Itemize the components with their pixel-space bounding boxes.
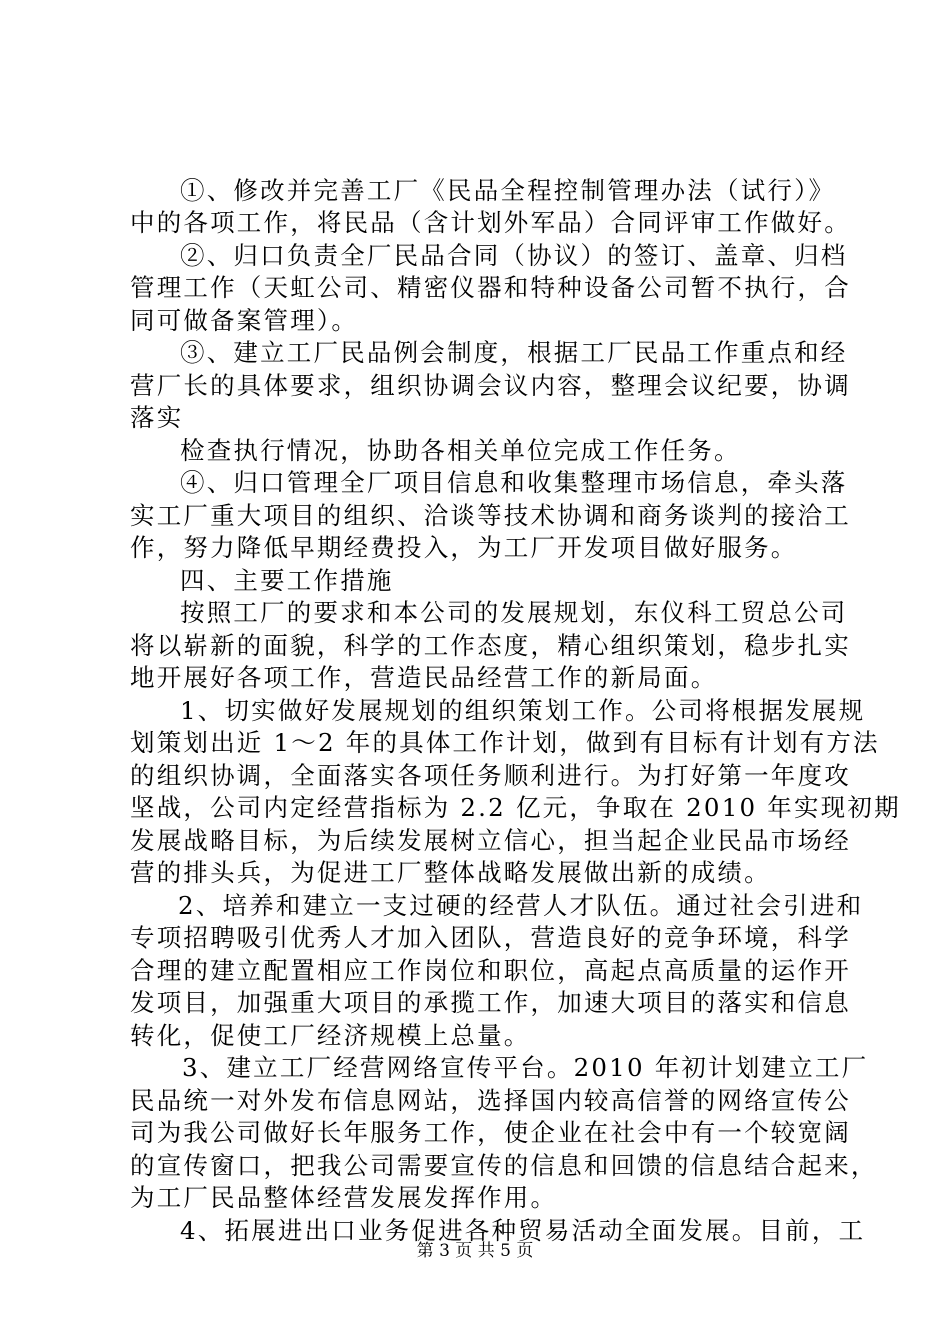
paragraph-line: 发展战略目标，为后续发展树立信心，担当起企业民品市场经 [130,826,851,855]
paragraph-line: 将以崭新的面貌，科学的工作态度，精心组织策划，稳步扎实 [130,631,851,660]
paragraph-line: ①、修改并完善工厂《民品全程控制管理办法（试行）》 [180,176,836,205]
paragraph-line: ②、归口负责全厂民品合同（协议）的签订、盖章、归档 [180,241,848,270]
paragraph-line: 中的各项工作，将民品（含计划外军品）合同评审工作做好。 [130,208,851,237]
paragraph-line: 的宣传窗口，把我公司需要宣传的信息和回馈的信息结合起来， [130,1151,878,1180]
paragraph-line: 专项招聘吸引优秀人才加入团队，营造良好的竞争环境，科学 [130,923,851,952]
paragraph-line: 1、切实做好发展规划的组织策划工作。公司将根据发展规 [180,696,866,725]
paragraph-line: ③、建立工厂民品例会制度，根据工厂民品工作重点和经 [180,338,848,367]
section-heading: 四、主要工作措施 [180,566,394,595]
paragraph-line: 管理工作（天虹公司、精密仪器和特种设备公司暂不执行，合 [130,273,851,302]
paragraph-line: 划策划出近 1～2 年的具体工作计划，做到有目标有计划有方法 [130,728,880,757]
paragraph-line: 司为我公司做好长年服务工作，使企业在社会中有一个较宽阔 [130,1118,851,1147]
paragraph-line: 2、培养和建立一支过硬的经营人才队伍。通过社会引进和 [178,891,864,920]
paragraph-line: 作，努力降低早期经费投入，为工厂开发项目做好服务。 [130,533,798,562]
paragraph-line: 落实 [130,403,184,432]
paragraph-line: ④、归口管理全厂项目信息和收集整理市场信息，牵头落 [180,468,848,497]
paragraph-line: 同可做备案管理）。 [130,306,359,335]
paragraph-line: 3、建立工厂经营网络宣传平台。2010 年初计划建立工厂 [182,1053,869,1082]
paragraph-line: 按照工厂的要求和本公司的发展规划，东仪科工贸总公司 [180,598,848,627]
paragraph-line: 转化，促使工厂经济规模上总量。 [130,1021,531,1050]
paragraph-line: 营的排头兵，为促进工厂整体战略发展做出新的成绩。 [130,858,771,887]
page-number-footer: 第 3 页 共 5 页 [416,1241,534,1261]
paragraph-line: 检查执行情况，协助各相关单位完成工作任务。 [180,436,741,465]
paragraph-line: 地开展好各项工作，营造民品经营工作的新局面。 [130,663,718,692]
paragraph-line: 4、拓展进出口业务促进各种贸易活动全面发展。目前，工 [180,1216,866,1245]
paragraph-line: 实工厂重大项目的组织、洽谈等技术协调和商务谈判的接洽工 [130,501,851,530]
paragraph-line: 合理的建立配置相应工作岗位和职位，高起点高质量的运作开 [130,956,851,985]
paragraph-line: 民品统一对外发布信息网站，选择国内较高信誉的网络宣传公 [130,1086,851,1115]
paragraph-line: 营厂长的具体要求，组织协调会议内容，整理会议纪要，协调 [130,371,851,400]
paragraph-line: 坚战，公司内定经营指标为 2.2 亿元，争取在 2010 年实现初期 [130,793,901,822]
paragraph-line: 为工厂民品整体经营发展发挥作用。 [130,1183,558,1212]
paragraph-line: 的组织协调，全面落实各项任务顺利进行。为打好第一年度攻 [130,761,851,790]
paragraph-line: 发项目，加强重大项目的承揽工作，加速大项目的落实和信息 [130,988,851,1017]
